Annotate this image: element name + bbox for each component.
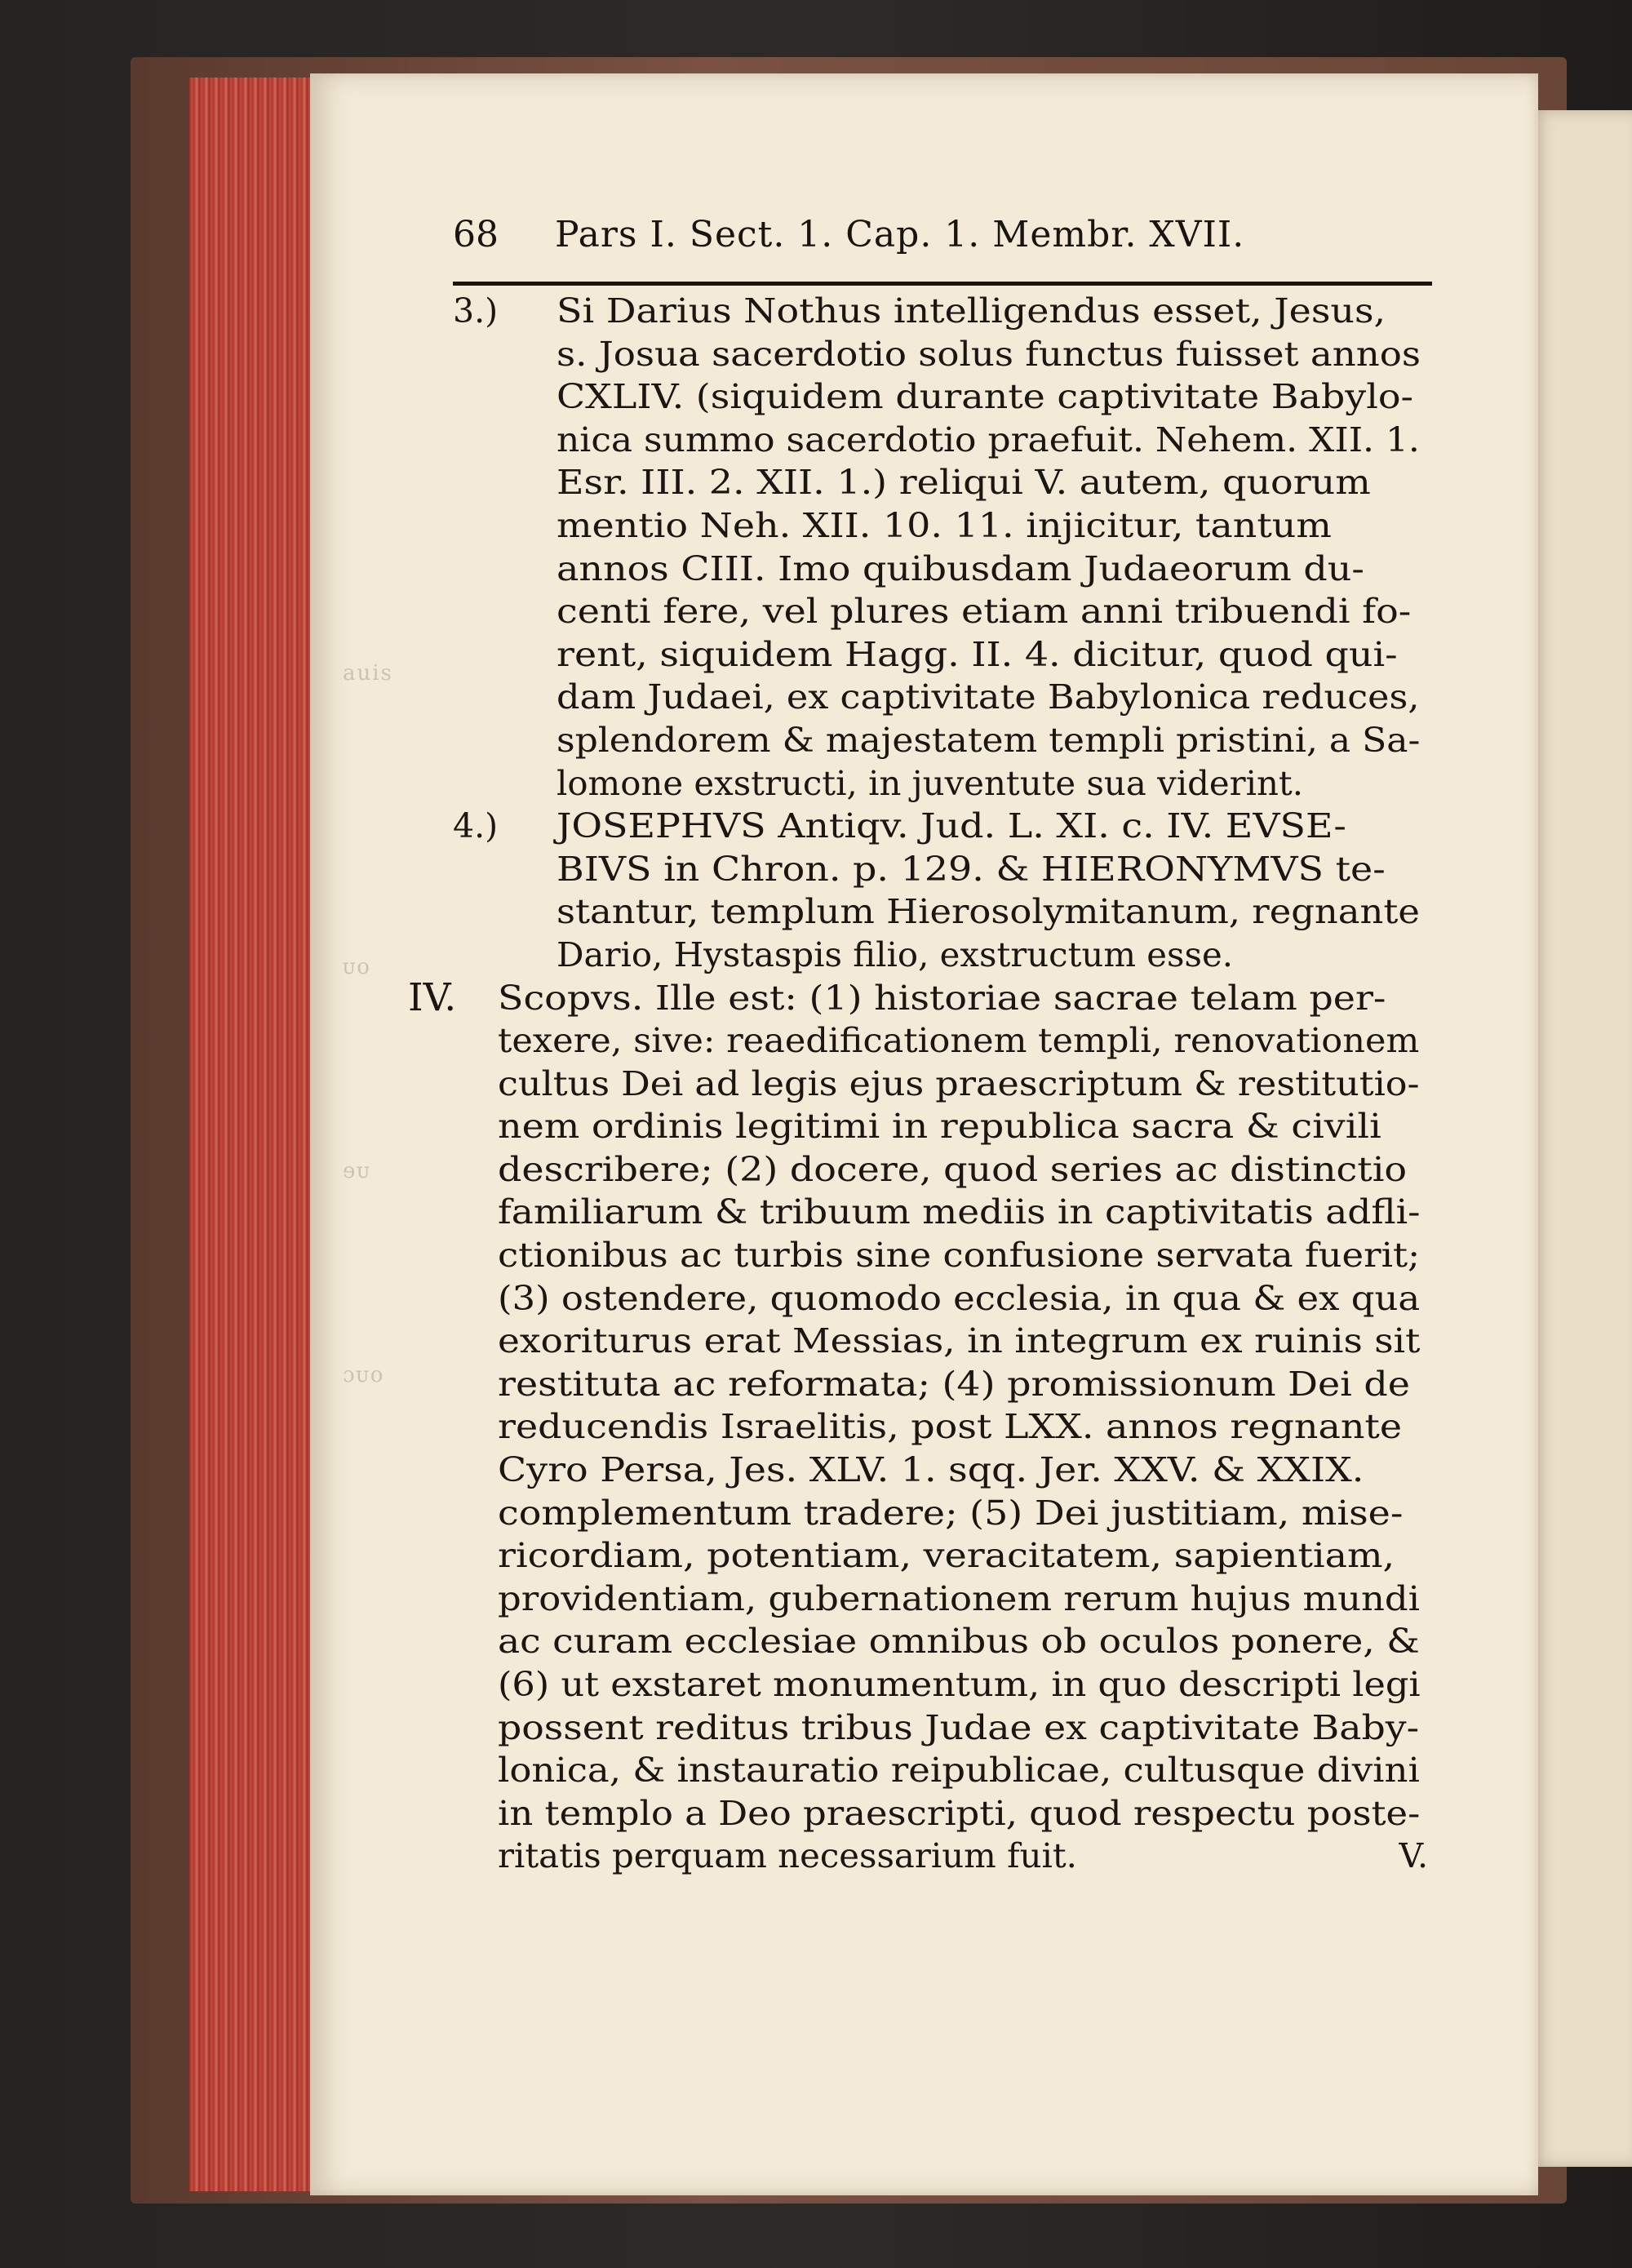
line-text: centi fere, vel plures etiam anni tribuendi fo- (557, 592, 1412, 632)
text-line (453, 290, 1428, 333)
text-line (453, 1063, 1428, 1106)
catchword: V. (1399, 1836, 1428, 1876)
text-line (453, 375, 1428, 419)
line-text: Cyro Persa, Jes. XLV. 1. sqq. Jer. XXV. & XXIX. (498, 1450, 1364, 1490)
text-line (453, 1492, 1428, 1535)
line-text: (6) ut exstaret monumentum, in quo descripti legi (498, 1665, 1421, 1704)
text-line (453, 1191, 1428, 1234)
line-text: nica summo sacerdotio praefuit. Nehem. XII. 1. (557, 419, 1420, 459)
text-line (453, 1534, 1428, 1578)
line-text: lonica, & instauratio reipublicae, cultusque divini (498, 1751, 1420, 1791)
text-line (453, 1792, 1428, 1835)
text-line (453, 633, 1428, 677)
line-text: ctionibus ac turbis sine confusione servata fuerit; (498, 1236, 1421, 1276)
text-line (408, 974, 1428, 1020)
header-rule (453, 282, 1432, 286)
text-line (453, 461, 1428, 504)
line-text: describere; (2) docere, quod series ac distinctio (498, 1149, 1408, 1189)
bleed-through-text: ɘᴜ (343, 1159, 371, 1183)
text-line (453, 590, 1428, 633)
page-number: 68 (453, 214, 499, 255)
text-line (453, 1749, 1428, 1792)
line-text: exoriturus erat Messias, in integrum ex ruinis sit (498, 1321, 1421, 1361)
text-line (453, 333, 1428, 376)
bleed-through-text: ɔᴜᴏ (343, 1363, 385, 1387)
line-text: BIVS in Chron. p. 129. & HIERONYMVS te- (557, 849, 1386, 889)
line-text: ritatis perquam necessarium fuit. (498, 1836, 1077, 1876)
line-text: texere, sive: reaedificationem templi, renovationem (498, 1021, 1420, 1061)
line-text: s. Josua sacerdotio solus functus fuisset annos (557, 334, 1421, 374)
text-line (453, 1277, 1428, 1320)
facing-page-edge (1532, 110, 1632, 2167)
line-text: lomone exstructi, in juventute sua viderint. (557, 763, 1304, 803)
text-line (453, 1620, 1428, 1663)
running-head: Pars I. Sect. 1. Cap. 1. Membr. XVII. (555, 214, 1245, 255)
line-text: complementum tradere; (5) Dei justitiam, mise- (498, 1493, 1404, 1533)
text-line (453, 676, 1428, 719)
text-line (453, 1148, 1428, 1192)
line-text: rent, siquidem Hagg. II. 4. dicitur, quod qui- (557, 634, 1398, 674)
text-line (453, 419, 1428, 462)
section-number-iv: IV. (408, 974, 457, 1020)
text-line (453, 719, 1428, 762)
text-line (453, 504, 1428, 548)
text-line (453, 890, 1428, 934)
text-line (453, 934, 1428, 977)
page-header (453, 214, 1387, 279)
line-text: familiarum & tribuum mediis in captivitatis adfli- (498, 1192, 1421, 1232)
line-text: Esr. III. 2. XII. 1.) reliqui V. autem, quorum (557, 463, 1371, 503)
line-text: JOSEPHVS Antiqv. Jud. L. XI. c. IV. EVSE- (557, 806, 1346, 846)
line-text: restituta ac reformata; (4) promissionum Dei de (498, 1364, 1410, 1404)
item-number-3: 3.) (453, 291, 499, 331)
line-text: splendorem & majestatem templi pristini, a Sa- (557, 720, 1421, 760)
line-text: cultus Dei ad legis ejus praescriptum & restitutio- (498, 1063, 1420, 1103)
line-text: dam Judaei, ex captivitate Babylonica reduces, (557, 677, 1420, 717)
text-line (453, 1405, 1428, 1449)
line-text: Scopvs. Ille est: (1) historiae sacrae telam per- (498, 978, 1386, 1018)
text-line (453, 548, 1428, 591)
line-text: (3) ostendere, quomodo ecclesia, in qua & ex qua (498, 1278, 1421, 1318)
bleed-through-text: auis (343, 661, 393, 686)
line-text: ac curam ecclesiae omnibus ob oculos ponere, & (498, 1622, 1420, 1662)
line-text: providentiam, gubernationem rerum hujus mundi (498, 1578, 1421, 1618)
line-text: annos CIII. Imo quibusdam Judaeorum du- (557, 548, 1364, 588)
text-line (453, 848, 1428, 891)
text-line (453, 1234, 1428, 1277)
text-line (453, 1363, 1428, 1406)
text-line (453, 762, 1428, 806)
text-line (453, 1449, 1428, 1492)
text-line (453, 1320, 1428, 1363)
text-line (453, 1578, 1428, 1621)
line-text: CXLIV. (siquidem durante captivitate Babylo- (557, 377, 1414, 417)
line-text: mentio Neh. XII. 10. 11. injicitur, tantum (557, 505, 1332, 545)
red-page-edges (189, 78, 312, 2191)
line-text: in templo a Deo praescripti, quod respectu poste- (498, 1793, 1421, 1833)
body-text (408, 290, 1428, 1878)
text-line (453, 1707, 1428, 1750)
line-text: Dario, Hystaspis filio, exstructum esse. (557, 934, 1234, 974)
line-text: possent reditus tribus Judae ex captivitate Baby- (498, 1707, 1420, 1747)
line-text: ricordiam, potentiam, veracitatem, sapientiam, (498, 1536, 1395, 1576)
line-text: Si Darius Nothus intelligendus esset, Jesus, (557, 291, 1386, 331)
bleed-through-text: ᴜᴏ (343, 955, 371, 979)
text-line (453, 805, 1428, 848)
item-number-4: 4.) (453, 806, 499, 846)
text-line (453, 1835, 1428, 1878)
text-line (453, 1663, 1428, 1707)
line-text: stantur, templum Hierosolymitanum, regnante (557, 892, 1420, 932)
text-line (453, 1105, 1428, 1148)
text-line (453, 1019, 1428, 1063)
line-text: nem ordinis legitimi in republica sacra & civili (498, 1107, 1381, 1147)
line-text: reducendis Israelitis, post LXX. annos regnante (498, 1407, 1403, 1447)
